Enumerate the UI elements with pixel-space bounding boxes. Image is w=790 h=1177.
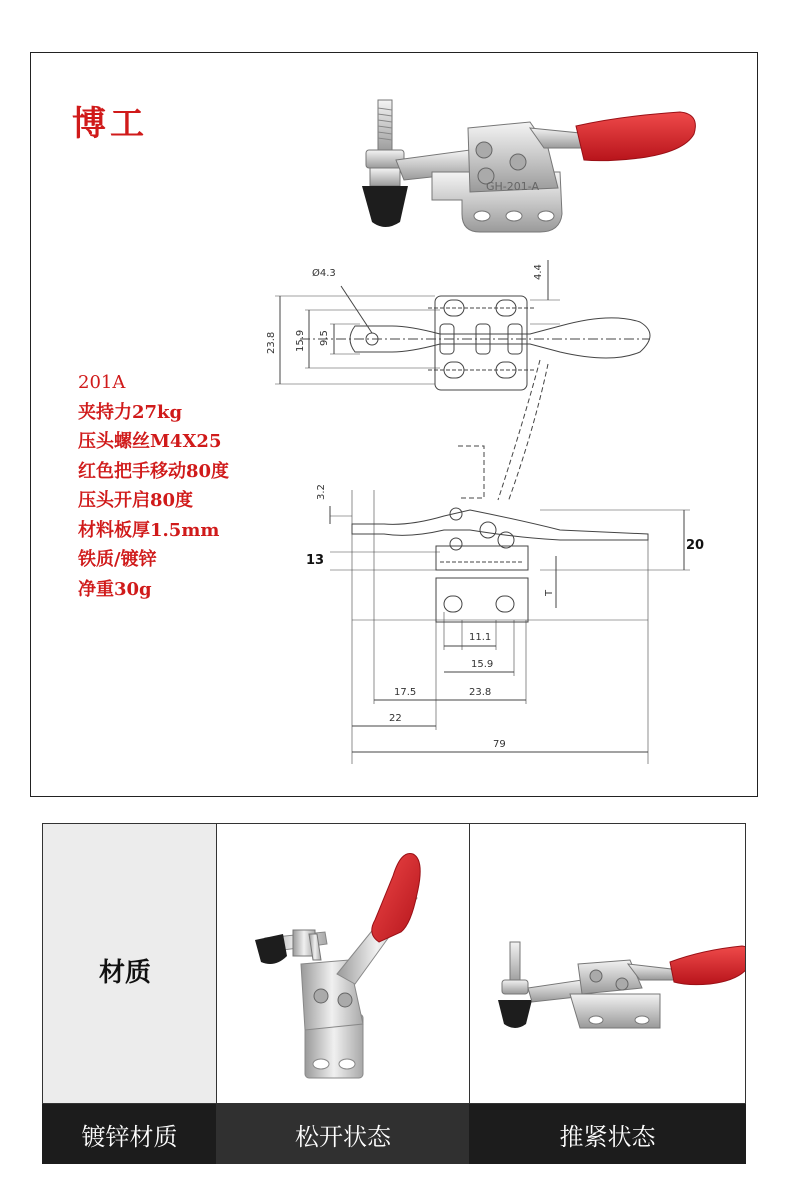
caption-released: 松开状态 [216,1104,470,1164]
dim-3-2: 3.2 [316,484,327,500]
spec-material: 铁质/镀锌 [78,549,157,570]
dim-20: 20 [686,538,705,553]
dim-11-1: 11.1 [469,632,492,643]
spec-head-open: 压头开启80度 [78,490,194,511]
dim-15-9-vertical: 15.9 [295,329,306,352]
caption-clamped: 推紧状态 [469,1104,746,1164]
clamp-released-image [217,824,469,1103]
dim-79: 79 [493,739,506,750]
spec-model: 201A [78,372,126,393]
dim-15-9-horizontal: 15.9 [471,659,494,670]
dim-13: 13 [306,553,325,568]
comparison-grid [42,823,746,1170]
dim-23-8-horizontal: 23.8 [469,687,492,698]
spec-handle-travel: 红色把手移动80度 [78,460,230,482]
released-photo [216,823,470,1104]
dim-hole: Ø4.3 [312,268,336,279]
spec-force: 夹持力27kg [78,401,183,423]
clamped-photo [469,823,746,1104]
dim-17-5: 17.5 [394,687,417,698]
brand-title: 博工 [72,104,148,144]
material-title: 材质 [99,958,152,988]
spec-screw: 压头螺丝M4X25 [78,431,222,452]
caption-galvanized: 镀锌材质 [42,1104,217,1164]
dim-T: T [544,589,555,596]
clamp-photo-top [362,100,695,232]
dim-22: 22 [389,713,402,724]
spec-thickness: 材料板厚1.5mm [78,519,220,541]
spec-weight: 净重30g [78,578,152,600]
dim-9-5: 9.5 [319,330,330,346]
spec-list [78,368,229,604]
clamp-clamped-image [470,824,745,1103]
plan-view [275,260,650,390]
stamp-label: GH-201-A [486,180,540,193]
dim-4-4: 4.4 [533,264,544,280]
material-cell [42,823,217,1104]
side-view [330,360,690,764]
dim-23-8-vertical: 23.8 [266,331,277,354]
